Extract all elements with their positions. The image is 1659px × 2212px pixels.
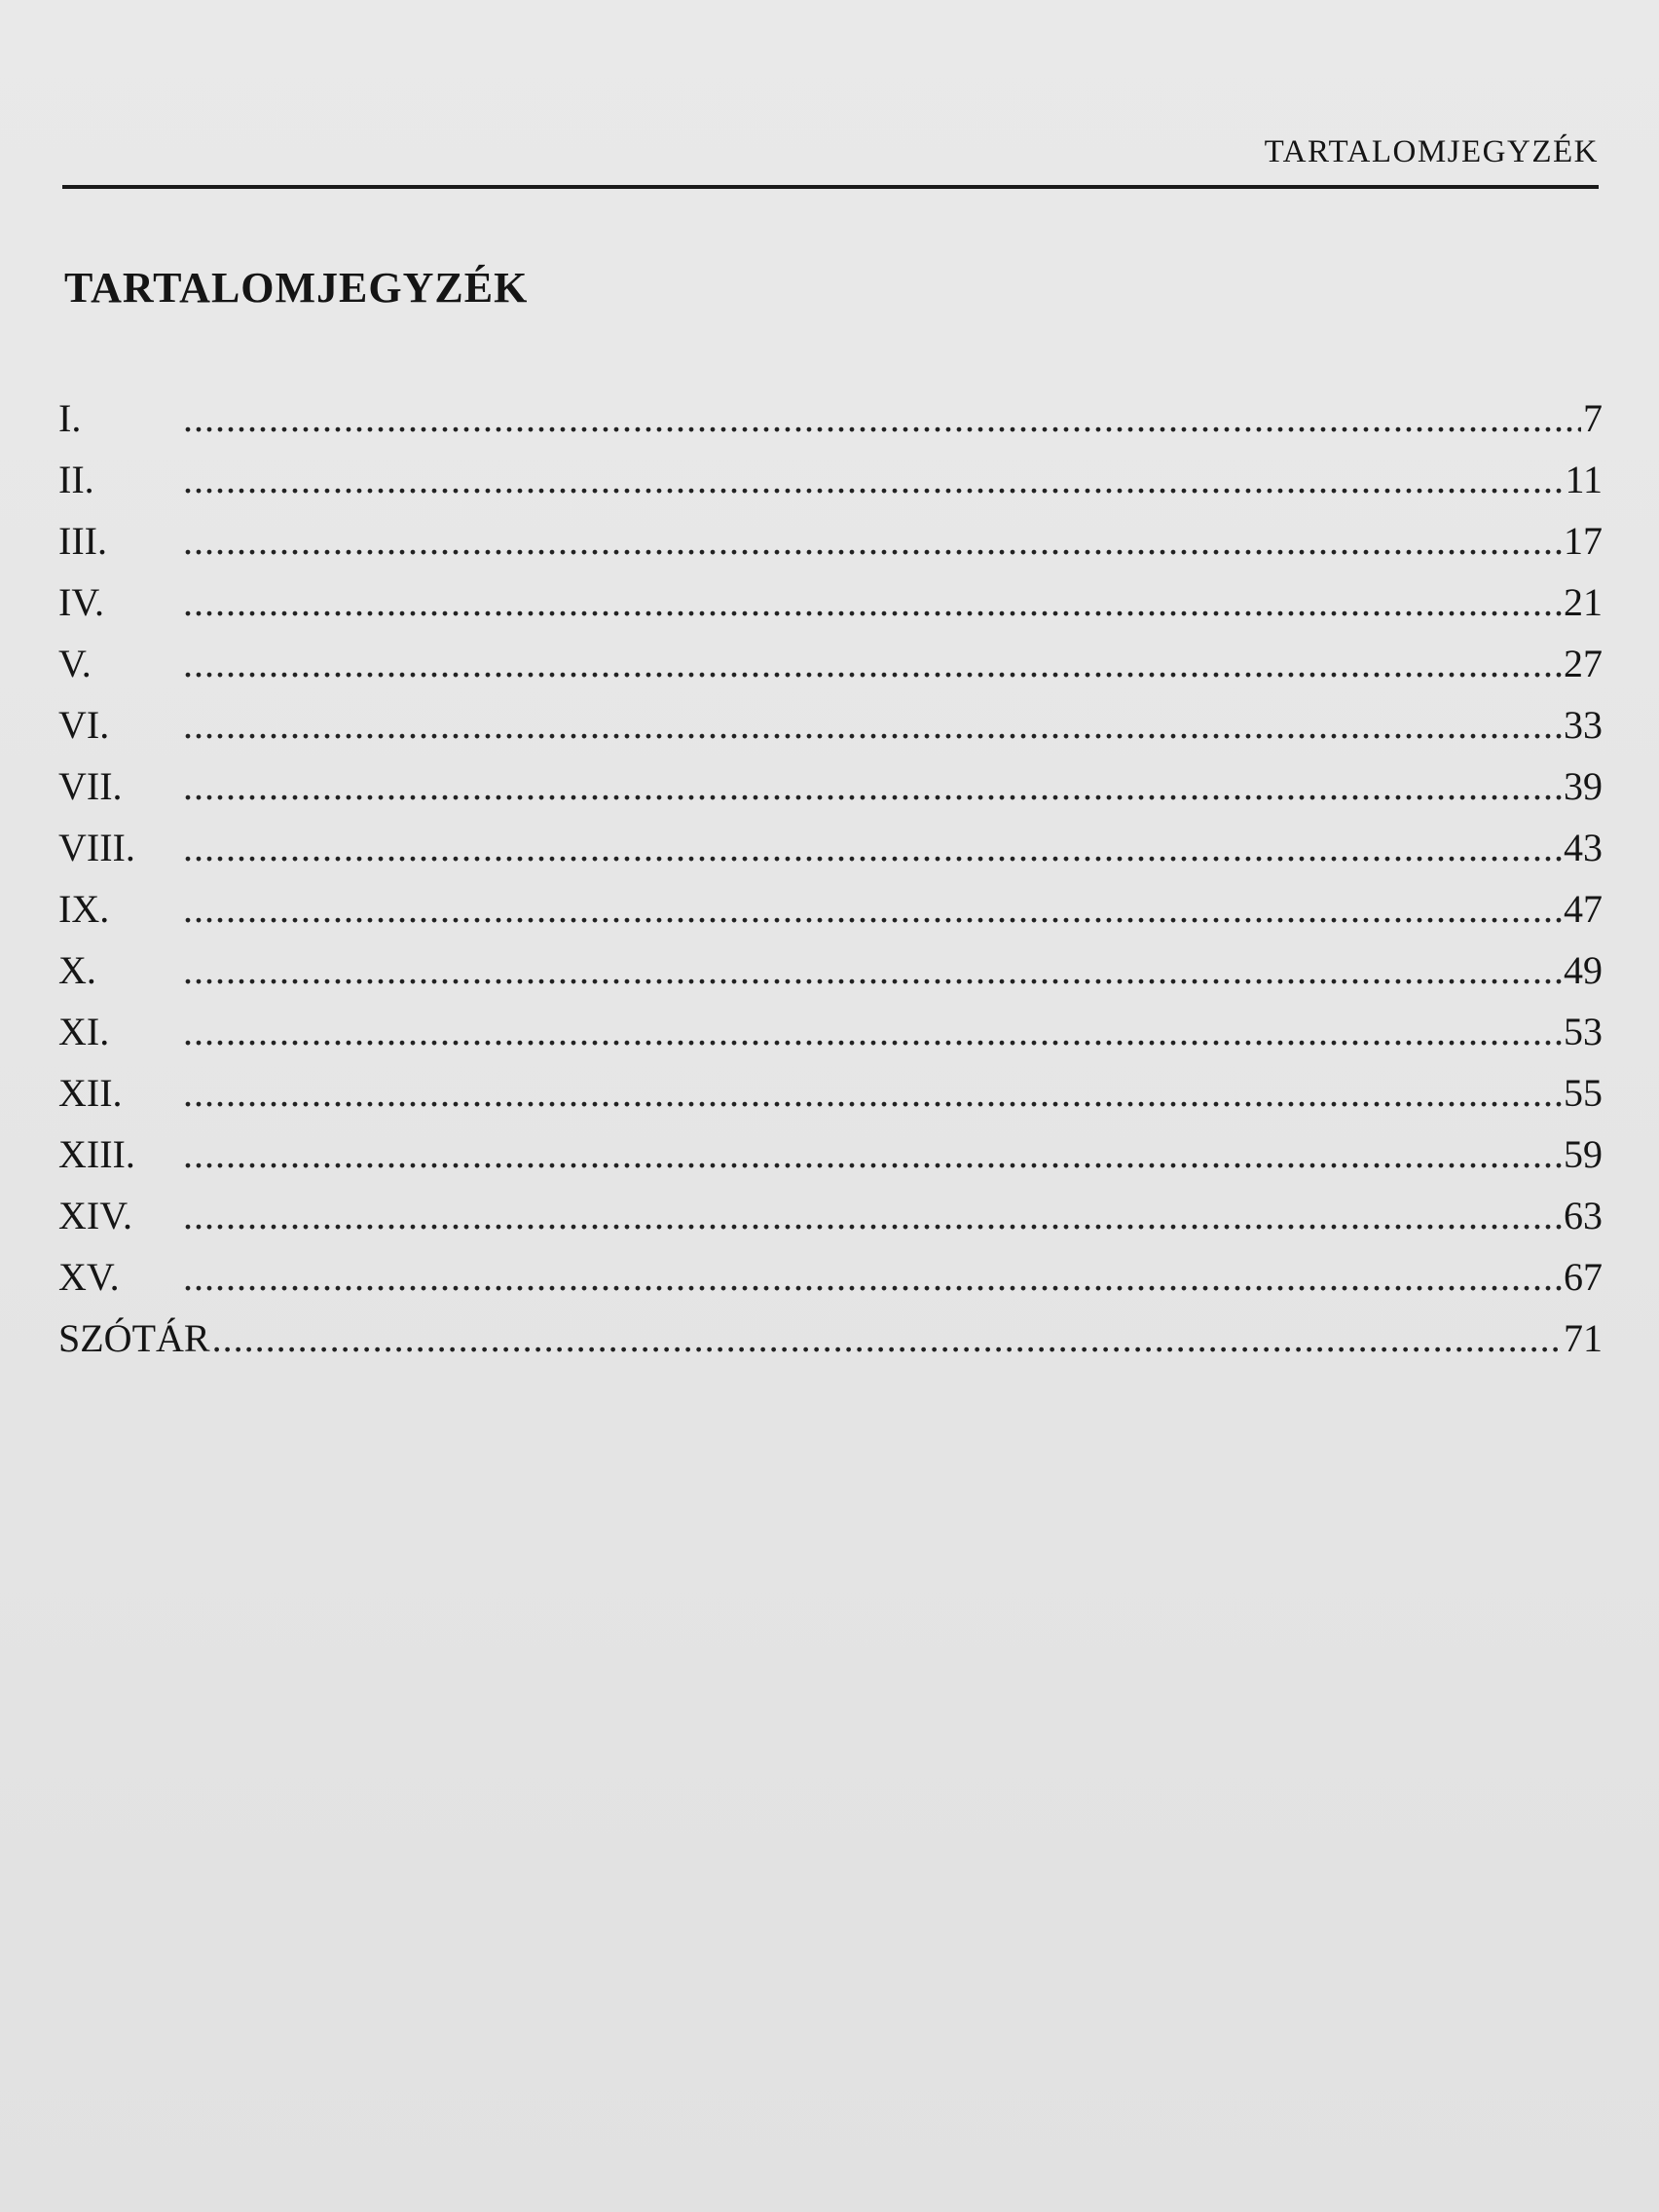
dot-leader (183, 633, 1562, 694)
page-title: TARTALOMJEGYZÉK (64, 264, 529, 312)
toc-entry-page: 67 (1564, 1255, 1603, 1299)
toc-entry-11 (58, 1001, 1603, 1062)
toc-entry-page: 21 (1564, 580, 1603, 624)
dot-leader (183, 1124, 1562, 1185)
dot-leader (183, 756, 1562, 817)
toc-entry-page: 71 (1564, 1316, 1603, 1360)
toc-entry-label: XV. (58, 1255, 120, 1299)
toc-entry-5 (58, 633, 1603, 694)
dot-leader (183, 940, 1562, 1001)
dot-leader (183, 1001, 1562, 1062)
dot-leader (183, 1062, 1562, 1124)
toc-entry-3 (58, 510, 1603, 571)
toc-entry-page: 47 (1564, 887, 1603, 931)
toc-entry-4 (58, 571, 1603, 633)
running-header: TARTALOMJEGYZÉK (1264, 134, 1599, 169)
toc-entry-page: 17 (1564, 519, 1603, 563)
toc-entry-14 (58, 1185, 1603, 1246)
toc-entry-9 (58, 878, 1603, 940)
toc-entry-szotar (58, 1308, 1603, 1369)
toc-entry-label: XI. (58, 1010, 110, 1053)
toc-entry-2 (58, 449, 1603, 510)
toc-entry-label: III. (58, 519, 107, 563)
toc-entry-page: 43 (1564, 826, 1603, 869)
dot-leader (183, 878, 1562, 940)
toc-entry-label: VIII. (58, 826, 135, 869)
header-rule (62, 185, 1599, 189)
dot-leader (183, 1185, 1562, 1246)
toc-entry-label: IX. (58, 887, 110, 931)
toc-entry-label: XII. (58, 1071, 123, 1115)
toc-entry-page: 7 (1583, 396, 1603, 440)
toc-entry-page: 27 (1564, 642, 1603, 685)
toc-entry-label: I. (58, 396, 82, 440)
toc-entry-page: 63 (1564, 1194, 1603, 1237)
toc-entry-label: II. (58, 458, 94, 501)
dot-leader (183, 1246, 1562, 1308)
toc-entry-12 (58, 1062, 1603, 1124)
toc-entry-13 (58, 1124, 1603, 1185)
toc-entry-6 (58, 694, 1603, 756)
dot-leader (183, 571, 1562, 633)
toc-entry-label: VI. (58, 703, 110, 747)
toc-entry-label: XIV. (58, 1194, 132, 1237)
toc-entry-7 (58, 756, 1603, 817)
toc-entry-8 (58, 817, 1603, 878)
toc-entry-label: V. (58, 642, 92, 685)
toc-entry-page: 55 (1564, 1071, 1603, 1115)
dot-leader (183, 694, 1562, 756)
toc-entry-15 (58, 1246, 1603, 1308)
toc-list (58, 387, 1603, 1369)
dot-leader (183, 387, 1581, 449)
toc-entry-page: 53 (1564, 1010, 1603, 1053)
dot-leader (212, 1308, 1562, 1369)
dot-leader (183, 817, 1562, 878)
toc-entry-label: X. (58, 948, 96, 992)
dot-leader (183, 449, 1563, 510)
toc-entry-label: SZÓTÁR (58, 1316, 210, 1360)
toc-entry-page: 33 (1564, 703, 1603, 747)
toc-entry-1 (58, 387, 1603, 449)
toc-entry-label: XIII. (58, 1132, 135, 1176)
toc-entry-label: IV. (58, 580, 105, 624)
toc-entry-page: 39 (1564, 764, 1603, 808)
toc-entry-page: 11 (1565, 458, 1603, 501)
toc-entry-page: 49 (1564, 948, 1603, 992)
toc-entry-page: 59 (1564, 1132, 1603, 1176)
toc-entry-10 (58, 940, 1603, 1001)
dot-leader (183, 510, 1562, 571)
toc-entry-label: VII. (58, 764, 123, 808)
